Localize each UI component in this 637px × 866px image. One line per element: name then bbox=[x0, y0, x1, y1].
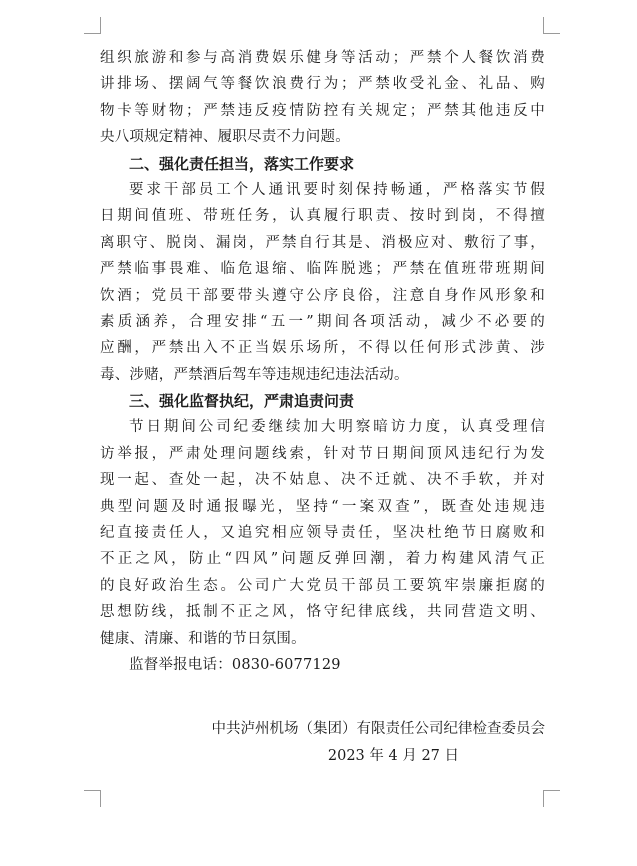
text-line: 素质涵养，合理安排“五一”期间各项活动，减少不必要的 bbox=[100, 313, 545, 330]
text-line: 健康、清廉、和谐的节日氛围。 bbox=[100, 630, 306, 647]
text-line: 严禁临事畏难、临危退缩、临阵脱逃；严禁在值班带班期间 bbox=[100, 261, 545, 278]
text-line: 不正之风，防止“四风”问题反弹回潮，着力构建风清气正 bbox=[100, 551, 545, 568]
text-line: 要求干部员工个人通讯要时刻保持畅通，严格落实节假 bbox=[129, 181, 545, 198]
text-line: 访举报，严肃处理问题线索，针对节日期间顶风违纪行为发 bbox=[100, 445, 545, 462]
document-body bbox=[100, 45, 545, 678]
text-line: 日期间值班、带班任务，认真履行职责、按时到岗，不得擅 bbox=[100, 208, 545, 225]
page-corner-mark-top-left bbox=[84, 17, 101, 34]
text-line: 纪直接责任人，又追究相应领导责任，坚决杜绝节日腐败和 bbox=[100, 525, 545, 542]
signature-block bbox=[212, 716, 546, 770]
paragraph-continuation bbox=[100, 45, 545, 151]
section-2-paragraph bbox=[100, 177, 545, 388]
page-corner-mark-top-right bbox=[543, 17, 560, 34]
text-line: 央八项规定精神、履职尽责不力问题。 bbox=[100, 129, 350, 146]
text-line: 思想防线，抵制不正之风，恪守纪律底线，共同营造文明、 bbox=[100, 604, 545, 621]
page-corner-mark-bottom-left bbox=[84, 790, 101, 807]
text-line: 讲排场、摆阔气等餐饮浪费行为；严禁收受礼金、礼品、购 bbox=[100, 76, 545, 93]
report-phone-line: 监督举报电话：0830-6077129 bbox=[129, 656, 341, 673]
text-line: 物卡等财物；严禁违反疫情防控有关规定；严禁其他违反中 bbox=[100, 102, 545, 119]
text-line: 饮酒；党员干部要带头遵守公序良俗，注意自身作风形象和 bbox=[100, 287, 545, 304]
section-heading-3: 三、强化监督执纪，严肃追责问责 bbox=[129, 392, 355, 411]
section-heading-2: 二、强化责任担当，落实工作要求 bbox=[129, 154, 355, 173]
text-line: 离职守、脱岗、漏岗，严禁自行其是、消极应对、敷衍了事， bbox=[100, 234, 545, 251]
page-corner-mark-bottom-right bbox=[543, 790, 560, 807]
text-line: 的良好政治生态。公司广大党员干部员工要筑牢崇廉拒腐的 bbox=[100, 577, 545, 594]
signature-organization: 中共泸州机场（集团）有限责任公司纪律检查委员会 bbox=[211, 721, 545, 737]
text-line: 应酬，严禁出入不正当娱乐场所，不得以任何形式涉黄、涉 bbox=[100, 340, 545, 357]
text-line: 毒、涉赌，严禁酒后驾车等违规违纪违法活动。 bbox=[100, 366, 409, 383]
signature-date: 2023 年 4 月 27 日 bbox=[327, 748, 459, 764]
text-line: 典型问题及时通报曝光，坚持“一案双查”，既查处违规违 bbox=[100, 498, 545, 515]
text-line: 现一起、查处一起，决不姑息、决不迁就、决不手软，并对 bbox=[100, 472, 545, 489]
text-line: 组织旅游和参与高消费娱乐健身等活动；严禁个人餐饮消费 bbox=[100, 50, 545, 66]
section-3-paragraph bbox=[100, 414, 545, 652]
text-line: 节日期间公司纪委继续加大明察暗访力度，认真受理信 bbox=[129, 419, 545, 436]
